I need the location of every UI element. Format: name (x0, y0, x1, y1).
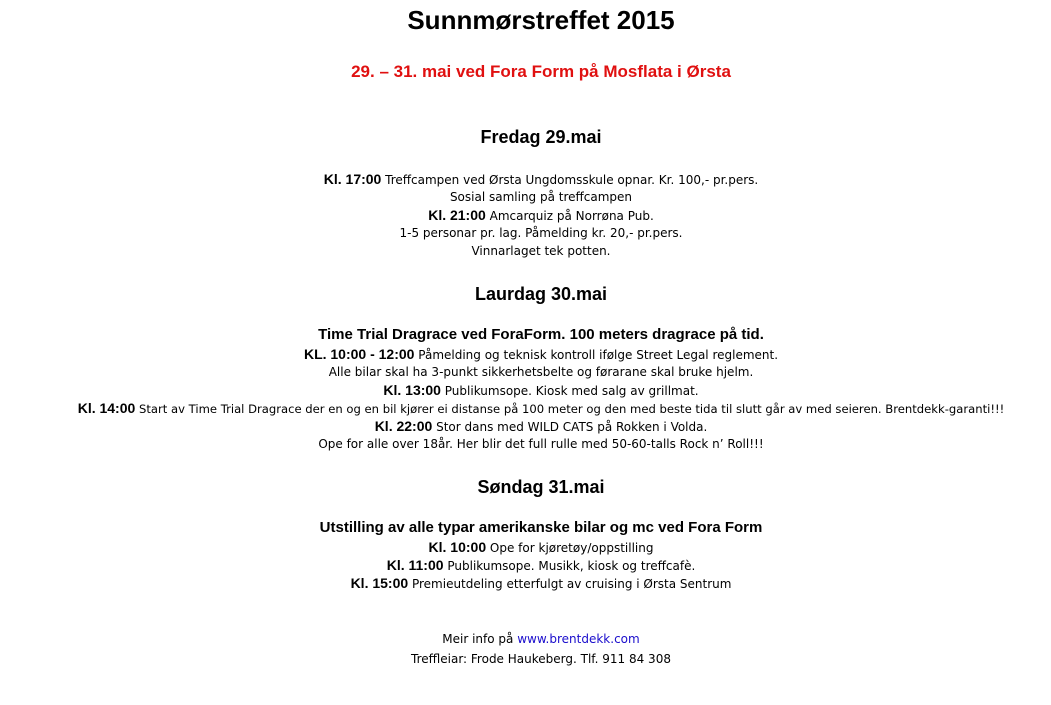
time-label: Kl. 21:00 (428, 207, 486, 223)
saturday-line (0, 435, 1051, 453)
sunday-event-heading: Utstilling av alle typar amerikanske bilar og mc ved Fora Form (319, 519, 763, 536)
friday-line (0, 170, 1051, 189)
time-label: KL. 10:00 - 12:00 (303, 346, 415, 362)
time-label: Kl. 15:00 (350, 575, 409, 591)
schedule-text: Amcarquiz på Norrøna Pub. (485, 209, 654, 223)
info-prefix: Meir info på (442, 632, 518, 646)
schedule-text: Start av Time Trial Dragrace der en og en bil kjører ei distanse på 100 meter og den med beste tida til slutt går av med seieren. Brentdekk-garanti!!! (135, 402, 1005, 416)
friday-line (0, 188, 1051, 206)
friday-line (0, 224, 1051, 242)
schedule-text: 1-5 personar pr. lag. Påmelding kr. 20,- pr.pers. (399, 226, 683, 240)
schedule-text: Stor dans med WILD CATS på Rokken i Volda. (432, 420, 708, 434)
page-title: Sunnmørstreffet 2015 (407, 5, 675, 35)
schedule-text: Publikumsope. Musikk, kiosk og treffcafè. (443, 559, 696, 573)
saturday-line (0, 399, 1051, 418)
time-label: Kl. 14:00 (77, 400, 136, 416)
schedule-text: Vinnarlaget tek potten. (471, 244, 611, 258)
friday-line (0, 242, 1051, 260)
footer-info (0, 630, 1051, 648)
saturday-line (0, 345, 1051, 364)
schedule-text: Publikumsope. Kiosk med salg av grillmat. (440, 384, 699, 398)
time-label: Kl. 11:00 (386, 557, 444, 573)
sunday-line (0, 574, 1051, 593)
schedule-text: Ope for kjøretøy/oppstilling (486, 541, 654, 555)
friday-line (0, 206, 1051, 225)
schedule-text: Premieutdeling etterfulgt av cruising i Ørsta Sentrum (408, 577, 732, 591)
footer-contact: Treffleiar: Frode Haukeberg. Tlf. 911 84 308 (411, 652, 671, 666)
time-label: Kl. 22:00 (374, 418, 433, 434)
saturday-line (0, 417, 1051, 436)
schedule-text: Sosial samling på treffcampen (449, 190, 633, 204)
schedule-text: Påmelding og teknisk kontroll ifølge Street Legal reglement. (414, 348, 779, 362)
saturday-heading: Laurdag 30.mai (474, 284, 608, 304)
saturday-event-heading: Time Trial Dragrace ved ForaForm. 100 meters dragrace på tid. (318, 326, 764, 343)
time-label: Kl. 10:00 (428, 539, 487, 555)
website-link[interactable]: www.brentdekk.com (517, 632, 640, 646)
schedule-text: Treffcampen ved Ørsta Ungdomsskule opnar. Kr. 100,- pr.pers. (381, 173, 759, 187)
time-label: Kl. 13:00 (383, 382, 441, 398)
schedule-text: Ope for alle over 18år. Her blir det full rulle med 50-60-talls Rock n’ Roll!!! (318, 437, 764, 451)
time-label: Kl. 17:00 (323, 171, 382, 187)
saturday-line (0, 363, 1051, 381)
sunday-line (0, 556, 1051, 575)
friday-heading: Fredag 29.mai (480, 127, 602, 147)
schedule-text: Alle bilar skal ha 3-punkt sikkerhetsbelte og førarane skal bruke hjelm. (328, 365, 754, 379)
event-dates-subtitle: 29. – 31. mai ved Fora Form på Mosflata i Ørsta (351, 62, 731, 81)
sunday-line (0, 538, 1051, 557)
saturday-line (0, 381, 1051, 400)
sunday-heading: Søndag 31.mai (477, 477, 605, 497)
